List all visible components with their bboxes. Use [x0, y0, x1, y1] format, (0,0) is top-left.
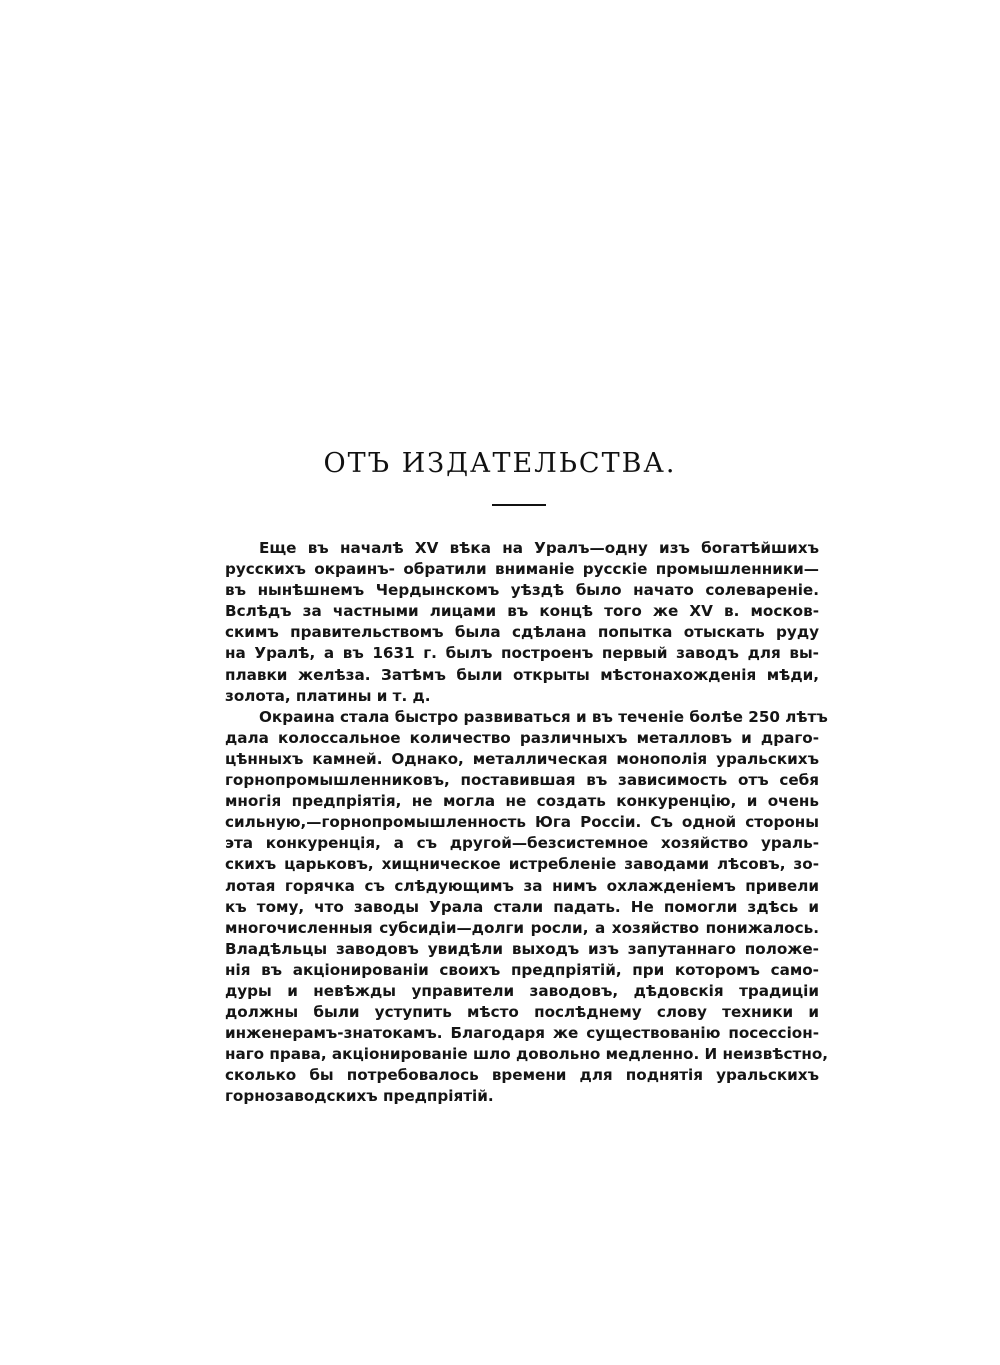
text-line: цѣнныхъ камней. Однако, металлическая монополія уральскихъ [225, 749, 819, 768]
title-divider [492, 504, 546, 506]
text-line: Владѣльцы заводовъ увидѣли выходъ изъ запутаннаго положе- [225, 939, 819, 958]
text-line: нія въ акціонированіи своихъ предпріятій, при которомъ само- [225, 960, 819, 979]
text-line: сколько бы потребовалось времени для поднятія уральскихъ [225, 1066, 819, 1085]
text-line: въ нынѣшнемъ Чердынскомъ уѣздѣ было начато солевареніе. [225, 581, 819, 600]
paragraph-1 [225, 538, 819, 707]
text-line: дуры и невѣжды управители заводовъ, дѣдовскія традиціи [225, 981, 819, 1000]
text-line: Окраина стала быстро развиваться и въ теченіе болѣе 250 лѣтъ [259, 707, 828, 726]
text-line: золота, платины и т. д. [225, 686, 431, 705]
paragraph-2 [225, 707, 829, 1108]
text-line: должны были уступить мѣсто послѣднему слову техники и [225, 1003, 819, 1022]
text-line: многочисленныя субсидіи—долги росли, а хозяйство понижалось. [225, 918, 819, 937]
body-text [225, 538, 829, 1108]
text-line: скихъ царьковъ, хищническое истребленіе заводами лѣсовъ, зо- [225, 855, 819, 874]
text-line: Еще въ началѣ XV вѣка на Уралъ—одну изъ богатѣйшихъ [259, 539, 819, 557]
text-line: эта конкуренція, а съ другой—безсистемное хозяйство ураль- [225, 834, 819, 853]
text-line: горнозаводскихъ предпріятій. [225, 1087, 494, 1106]
text-line: наго права, акціонированіе шло довольно медленно. И неизвѣстно, [225, 1045, 829, 1064]
text-line: сильную,—горнопромышленность Юга Россіи. Съ одной стороны [225, 813, 819, 832]
text-line: русскихъ окраинъ- обратили вниманіе русскіе промышленники— [225, 560, 819, 579]
text-line: къ тому, что заводы Урала стали падать. Не помогли здѣсь и [225, 897, 819, 916]
text-line: инженерамъ-знатокамъ. Благодаря же существованію посессіон- [225, 1024, 819, 1043]
text-line: плавки желѣза. Затѣмъ были открыты мѣстонахожденія мѣди, [225, 665, 819, 684]
text-line: на Уралѣ, а въ 1631 г. былъ построенъ первый заводъ для вы- [225, 644, 819, 663]
text-line: многія предпріятія, не могла не создать конкуренцію, и очень [225, 792, 819, 811]
page-title: ОТЪ ИЗДАТЕЛЬСТВА. [323, 448, 677, 479]
text-line: скимъ правительствомъ была сдѣлана попытка отыскать руду [225, 623, 819, 642]
text-line: лотая горячка съ слѣдующимъ за нимъ охлажденіемъ привели [225, 876, 819, 895]
text-line: Вслѣдъ за частными лицами въ концѣ того же XV в. москов- [225, 602, 819, 621]
text-line: горнопромышленниковъ, поставившая въ зависимость отъ себя [225, 771, 819, 790]
text-line: дала колоссальное количество различныхъ металловъ и драго- [225, 728, 819, 747]
